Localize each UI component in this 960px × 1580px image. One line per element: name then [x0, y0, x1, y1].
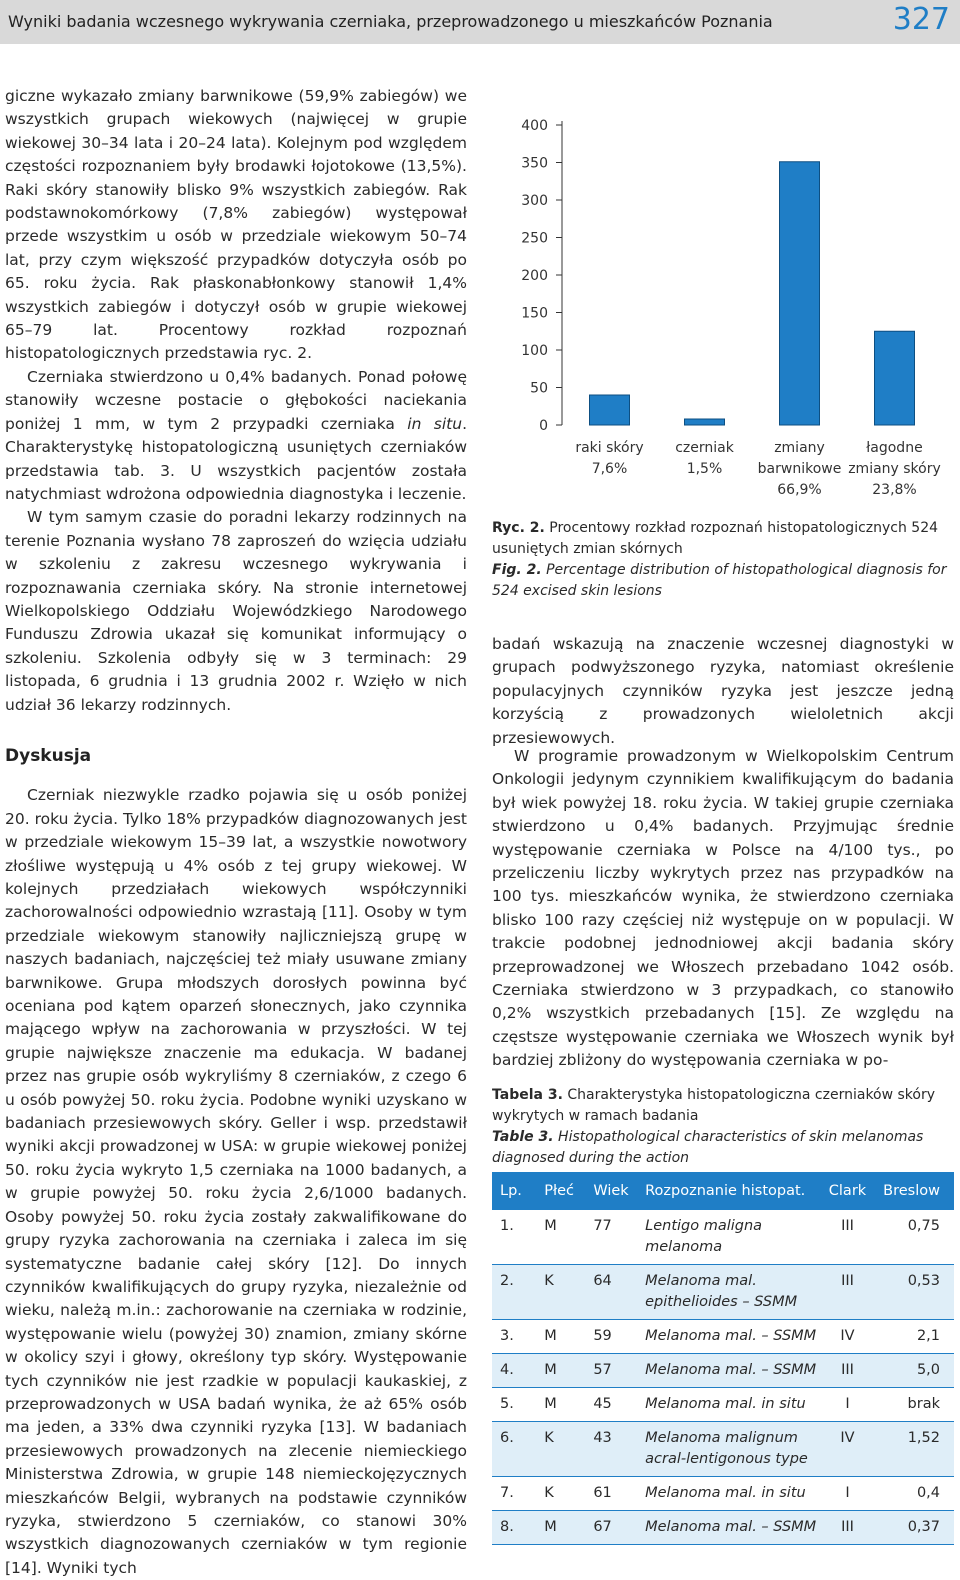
x-category-label: 1,5% — [686, 461, 723, 477]
cell-lp: 5. — [492, 1388, 536, 1422]
col-header-age: Wiek — [585, 1172, 637, 1210]
paragraph-results-2: Czerniaka stwierdzono u 0,4% badanych. Ponad połowę stanowiły wczesne postacie o głębokości naciekania poniżej 1 mm, w tym 2 przypadki czerniaka in situ. Charakterystykę histopatologiczną usuniętych czerniaków przedstawia tab. 3. U wszystkich pacjentów została natychmiast wdrożona odpowiednia diagnostyka i leczenie. — [5, 367, 468, 503]
y-tick-label: 0 — [539, 418, 548, 434]
cell-clark: IV — [820, 1422, 875, 1477]
table-row — [492, 1388, 954, 1422]
bar — [780, 162, 820, 425]
col-header-sex: Płeć — [536, 1172, 585, 1210]
cell-breslow: 1,52 — [875, 1422, 954, 1477]
paragraph-right-2: W programie prowadzonym w Wielkopolskim Centrum Onkologii jedynym czynnikiem kwalifikującym do badania był wiek powyżej 18. roku życia. W takiej grupie czerniaka stwierdzono u 0,4% badanych. Przyjmując średnie występowanie czerniaka w Polsce na 4/100 tys., po przeliczeniu liczby wykrytych przez nas przypadków na 100 tys. mieszkańców wynika, że stwierdzono czerniaka blisko 100 razy częściej niż występuje on w populacji. W trakcie podobnej jednodniowej akcji badania skóry przeprowadzonej we Włoszech przebadano 1042 osób. Czerniaka stwierdzono w 3 przypadkach, co stanowiło 0,2% wszystkich przebadanych [15]. Ze względu na częstsze występowanie czerniaka we Włoszech wynik był bardziej zbliżony do występowania czerniaka w po- — [492, 747, 954, 1070]
x-category-label: łagodne — [866, 440, 923, 456]
bar — [590, 395, 630, 425]
cell-breslow: brak — [875, 1388, 954, 1422]
col-header-breslow: Breslow — [875, 1172, 954, 1210]
cell-breslow: 0,53 — [875, 1265, 954, 1320]
col-header-diagnosis: Rozpoznanie histopat. — [637, 1172, 820, 1210]
table-caption — [492, 1085, 952, 1169]
y-tick-label: 150 — [521, 305, 548, 322]
y-tick-label: 200 — [521, 268, 548, 284]
y-tick-label: 250 — [521, 230, 548, 247]
x-category-label: zmiany skóry — [848, 461, 941, 477]
y-tick-label: 400 — [521, 118, 548, 134]
bar — [685, 419, 725, 425]
cell-diagnosis: Melanoma malignum acral-lentigonous type — [637, 1422, 820, 1477]
cell-diagnosis: Melanoma mal. in situ — [637, 1388, 820, 1422]
paragraph-results-1: giczne wykazało zmiany barwnikowe (59,9% zabiegów) we wszystkich grupach wiekowych (najwięcej w grupie wiekowej 30–34 lata i 20–24 lata). Kolejnym pod względem częstości rozpoznaniem były brodawki łojotokowe (13,5%). Raki skóry stanowiły blisko 9% wszystkich zabiegów. Rak podstawnokomórkowy (7,8% zabiegów) występował przede wszystkim u osób w przedziale wiekowym 50–74 lat, przy czym większość przypadków dotyczyła osób po 65. roku życia. Rak płaskonabłonkowy stanowił 1,4% wszystkich zabiegów i dotyczył osób w grupie wiekowej 65–79 lat. Procentowy rozkład rozpoznań histopatologicznych przedstawia ryc. 2. — [5, 87, 467, 363]
section-heading-discussion: Dyskusja — [5, 745, 92, 766]
x-category-label: 23,8% — [872, 482, 917, 498]
table-header-row — [492, 1172, 954, 1210]
x-category-label: 66,9% — [777, 482, 822, 498]
cell-sex: K — [536, 1422, 585, 1477]
cell-clark: III — [820, 1511, 875, 1545]
y-tick-label: 350 — [521, 155, 548, 172]
x-category-label: raki skóry — [575, 440, 644, 456]
cell-clark: III — [820, 1210, 875, 1265]
y-tick-label: 300 — [521, 193, 548, 209]
paragraph-right-1: badań wskazują na znaczenie wczesnej diagnostyki w grupach podwyższonego ryzyka, natomiast określenie populacyjnych czynników ryzyka jest jeszcze jedną korzyścią z prowadzonych wieloletnich akcji przesiewowych. — [492, 635, 954, 747]
page-header — [0, 0, 960, 44]
cell-diagnosis: Melanoma mal. epithelioides – SSMM — [637, 1265, 820, 1320]
table-row — [492, 1265, 954, 1320]
col-header-lp: Lp. — [492, 1172, 536, 1210]
cell-sex: K — [536, 1265, 585, 1320]
cell-breslow: 0,75 — [875, 1210, 954, 1265]
cell-sex: M — [536, 1210, 585, 1265]
cell-lp: 6. — [492, 1422, 536, 1477]
cell-diagnosis: Melanoma mal. in situ — [637, 1477, 820, 1511]
cell-age: 59 — [585, 1320, 637, 1354]
x-category-label: czerniak — [675, 440, 734, 456]
cell-breslow: 0,37 — [875, 1511, 954, 1545]
table-row — [492, 1320, 954, 1354]
y-tick-label: 100 — [521, 343, 548, 359]
cell-breslow: 5,0 — [875, 1354, 954, 1388]
cell-clark: I — [820, 1477, 875, 1511]
cell-sex: M — [536, 1354, 585, 1388]
cell-lp: 2. — [492, 1265, 536, 1320]
cell-age: 64 — [585, 1265, 637, 1320]
cell-clark: III — [820, 1265, 875, 1320]
paragraph-discussion: Czerniak niezwykle rzadko pojawia się u osób poniżej 20. roku życia. Tylko 18% przypadków diagnozowanych jest w przedziale wiekowym 15–39 lat, a wszystkie nowotwory złośliwe występują u 4% osób z tej grupy wiekowej. W kolejnych przedziałach wiekowych współczynniki zachorowalności odpowiednio wzrastają [11]. Osoby w tym przedziale wiekowym stanowiły najliczniejszą grupę w naszych badaniach, najczęściej też miały usuwane zmiany barwnikowe. Grupa młodszych dorosłych powinna być oceniana pod kątem oparzeń słonecznych, jako czynnika mającego wpływ na zachorowania w przyszłości. W tej grupie największe znaczenie ma edukacja. W badanej przez nas grupie osób wykryliśmy 8 czerniaków, z czego 6 u osób powyżej 50. roku życia. Podobne wyniki uzyskano w badaniach przesiewowych skóry. Geller i wsp. przedstawił wyniki akcji prowadzonej w USA: w grupie wiekowej poniżej 50. roku życia wykryto 1,5 czerniaka na 1000 badanych, a w grupie powyżej 50. roku życia 2,6/1000 badanych. Osoby powyżej 50. roku życia zostały zakwalifikowane do grupy ryzyka zachorowania na czerniaka i zaleca im się systematyczne badanie całej skóry [12]. Do innych czynników kwalifikujących do grupy ryzyka, niezależnie od wieku, należą m.in.: zachorowanie na czerniaka w rodzinie, występowanie wielu (powyżej 30) znamion, zmiany skórne w okolicy szyi i głowy, określony typ skóry. Występowanie tych czynników nie jest rzadkie w populacji kaukaskiej, z przeprowadzonych w USA badań wynika, że aż 65% osób ma jeden, a 33% dwa czynniki ryzyka [13]. W badaniach przesiewowych prowadzonych na zlecenie niemieckiego Ministerstwa Zdrowia, w grupie 148 niemieckojęzycznych mieszkańców Belgii, wybranych na podstawie czynników ryzyka, stwierdzono 5 czerniaków, co stanowi 30% wszystkich diagnozowanych czerniaków w tym regionie [14]. Wyniki tych — [5, 786, 467, 1577]
figure-caption-pl: Ryc. 2. Procentowy rozkład rozpoznań histopatologicznych 524 usuniętych zmian skórnych — [492, 520, 939, 557]
table-caption-en: Table 3. Histopathological characteristics of skin melanomas diagnosed during the action — [492, 1129, 924, 1166]
left-column — [5, 85, 467, 1580]
cell-diagnosis: Melanoma mal. – SSMM — [637, 1320, 820, 1354]
cell-diagnosis: Melanoma mal. – SSMM — [637, 1511, 820, 1545]
cell-clark: I — [820, 1388, 875, 1422]
table-row — [492, 1210, 954, 1265]
cell-lp: 8. — [492, 1511, 536, 1545]
figure-caption — [492, 518, 952, 602]
cell-age: 61 — [585, 1477, 637, 1511]
table-row — [492, 1511, 954, 1545]
cell-lp: 7. — [492, 1477, 536, 1511]
cell-sex: K — [536, 1477, 585, 1511]
paragraph-results-3: W tym samym czasie do poradni lekarzy rodzinnych na terenie Poznania wysłano 78 zaproszeń do wzięcia udziału w szkoleniu z zakresu wczesnego wykrywania i rozpoznawania czerniaka skóry. Na stronie internetowej Wielkopolskiego Oddziału Wojewódzkiego Narodowego Funduszu Zdrowia ukazał się komunikat informujący o szkoleniu. Szkolenia odbyły się w 3 terminach: 29 listopada, 6 grudnia i 13 grudnia 2002 r. Wzięło w nich udział 36 lekarzy rodzinnych. — [5, 508, 467, 714]
right-column-top — [492, 633, 954, 750]
cell-diagnosis: Melanoma mal. – SSMM — [637, 1354, 820, 1388]
cell-sex: M — [536, 1388, 585, 1422]
cell-lp: 1. — [492, 1210, 536, 1265]
cell-age: 67 — [585, 1511, 637, 1545]
cell-sex: M — [536, 1320, 585, 1354]
running-title: Wyniki badania wczesnego wykrywania czerniaka, przeprowadzonego u mieszkańców Poznania — [8, 12, 773, 31]
table-caption-pl: Tabela 3. Charakterystyka histopatologiczna czerniaków skóry wykrytych w ramach badania — [492, 1087, 936, 1124]
right-column-main — [492, 745, 954, 1073]
x-category-label: zmiany — [774, 440, 825, 456]
col-header-clark: Clark — [820, 1172, 875, 1210]
cell-clark: III — [820, 1354, 875, 1388]
histopathology-bar-chart — [492, 108, 952, 498]
table-row — [492, 1354, 954, 1388]
page-number: 327 — [892, 2, 950, 37]
cell-age: 45 — [585, 1388, 637, 1422]
cell-breslow: 0,4 — [875, 1477, 954, 1511]
cell-lp: 3. — [492, 1320, 536, 1354]
melanoma-table — [492, 1172, 954, 1545]
table-row — [492, 1477, 954, 1511]
cell-breslow: 2,1 — [875, 1320, 954, 1354]
cell-clark: IV — [820, 1320, 875, 1354]
cell-age: 77 — [585, 1210, 637, 1265]
cell-sex: M — [536, 1511, 585, 1545]
cell-lp: 4. — [492, 1354, 536, 1388]
bar — [875, 331, 915, 425]
x-category-label: barwnikowe — [757, 461, 842, 477]
cell-diagnosis: Lentigo maligna melanoma — [637, 1210, 820, 1265]
table-row — [492, 1422, 954, 1477]
cell-age: 43 — [585, 1422, 637, 1477]
cell-age: 57 — [585, 1354, 637, 1388]
x-category-label: 7,6% — [591, 461, 628, 477]
figure-caption-en: Fig. 2. Percentage distribution of histopathological diagnosis for 524 excised skin lesions — [492, 562, 947, 599]
y-tick-label: 50 — [530, 380, 548, 397]
